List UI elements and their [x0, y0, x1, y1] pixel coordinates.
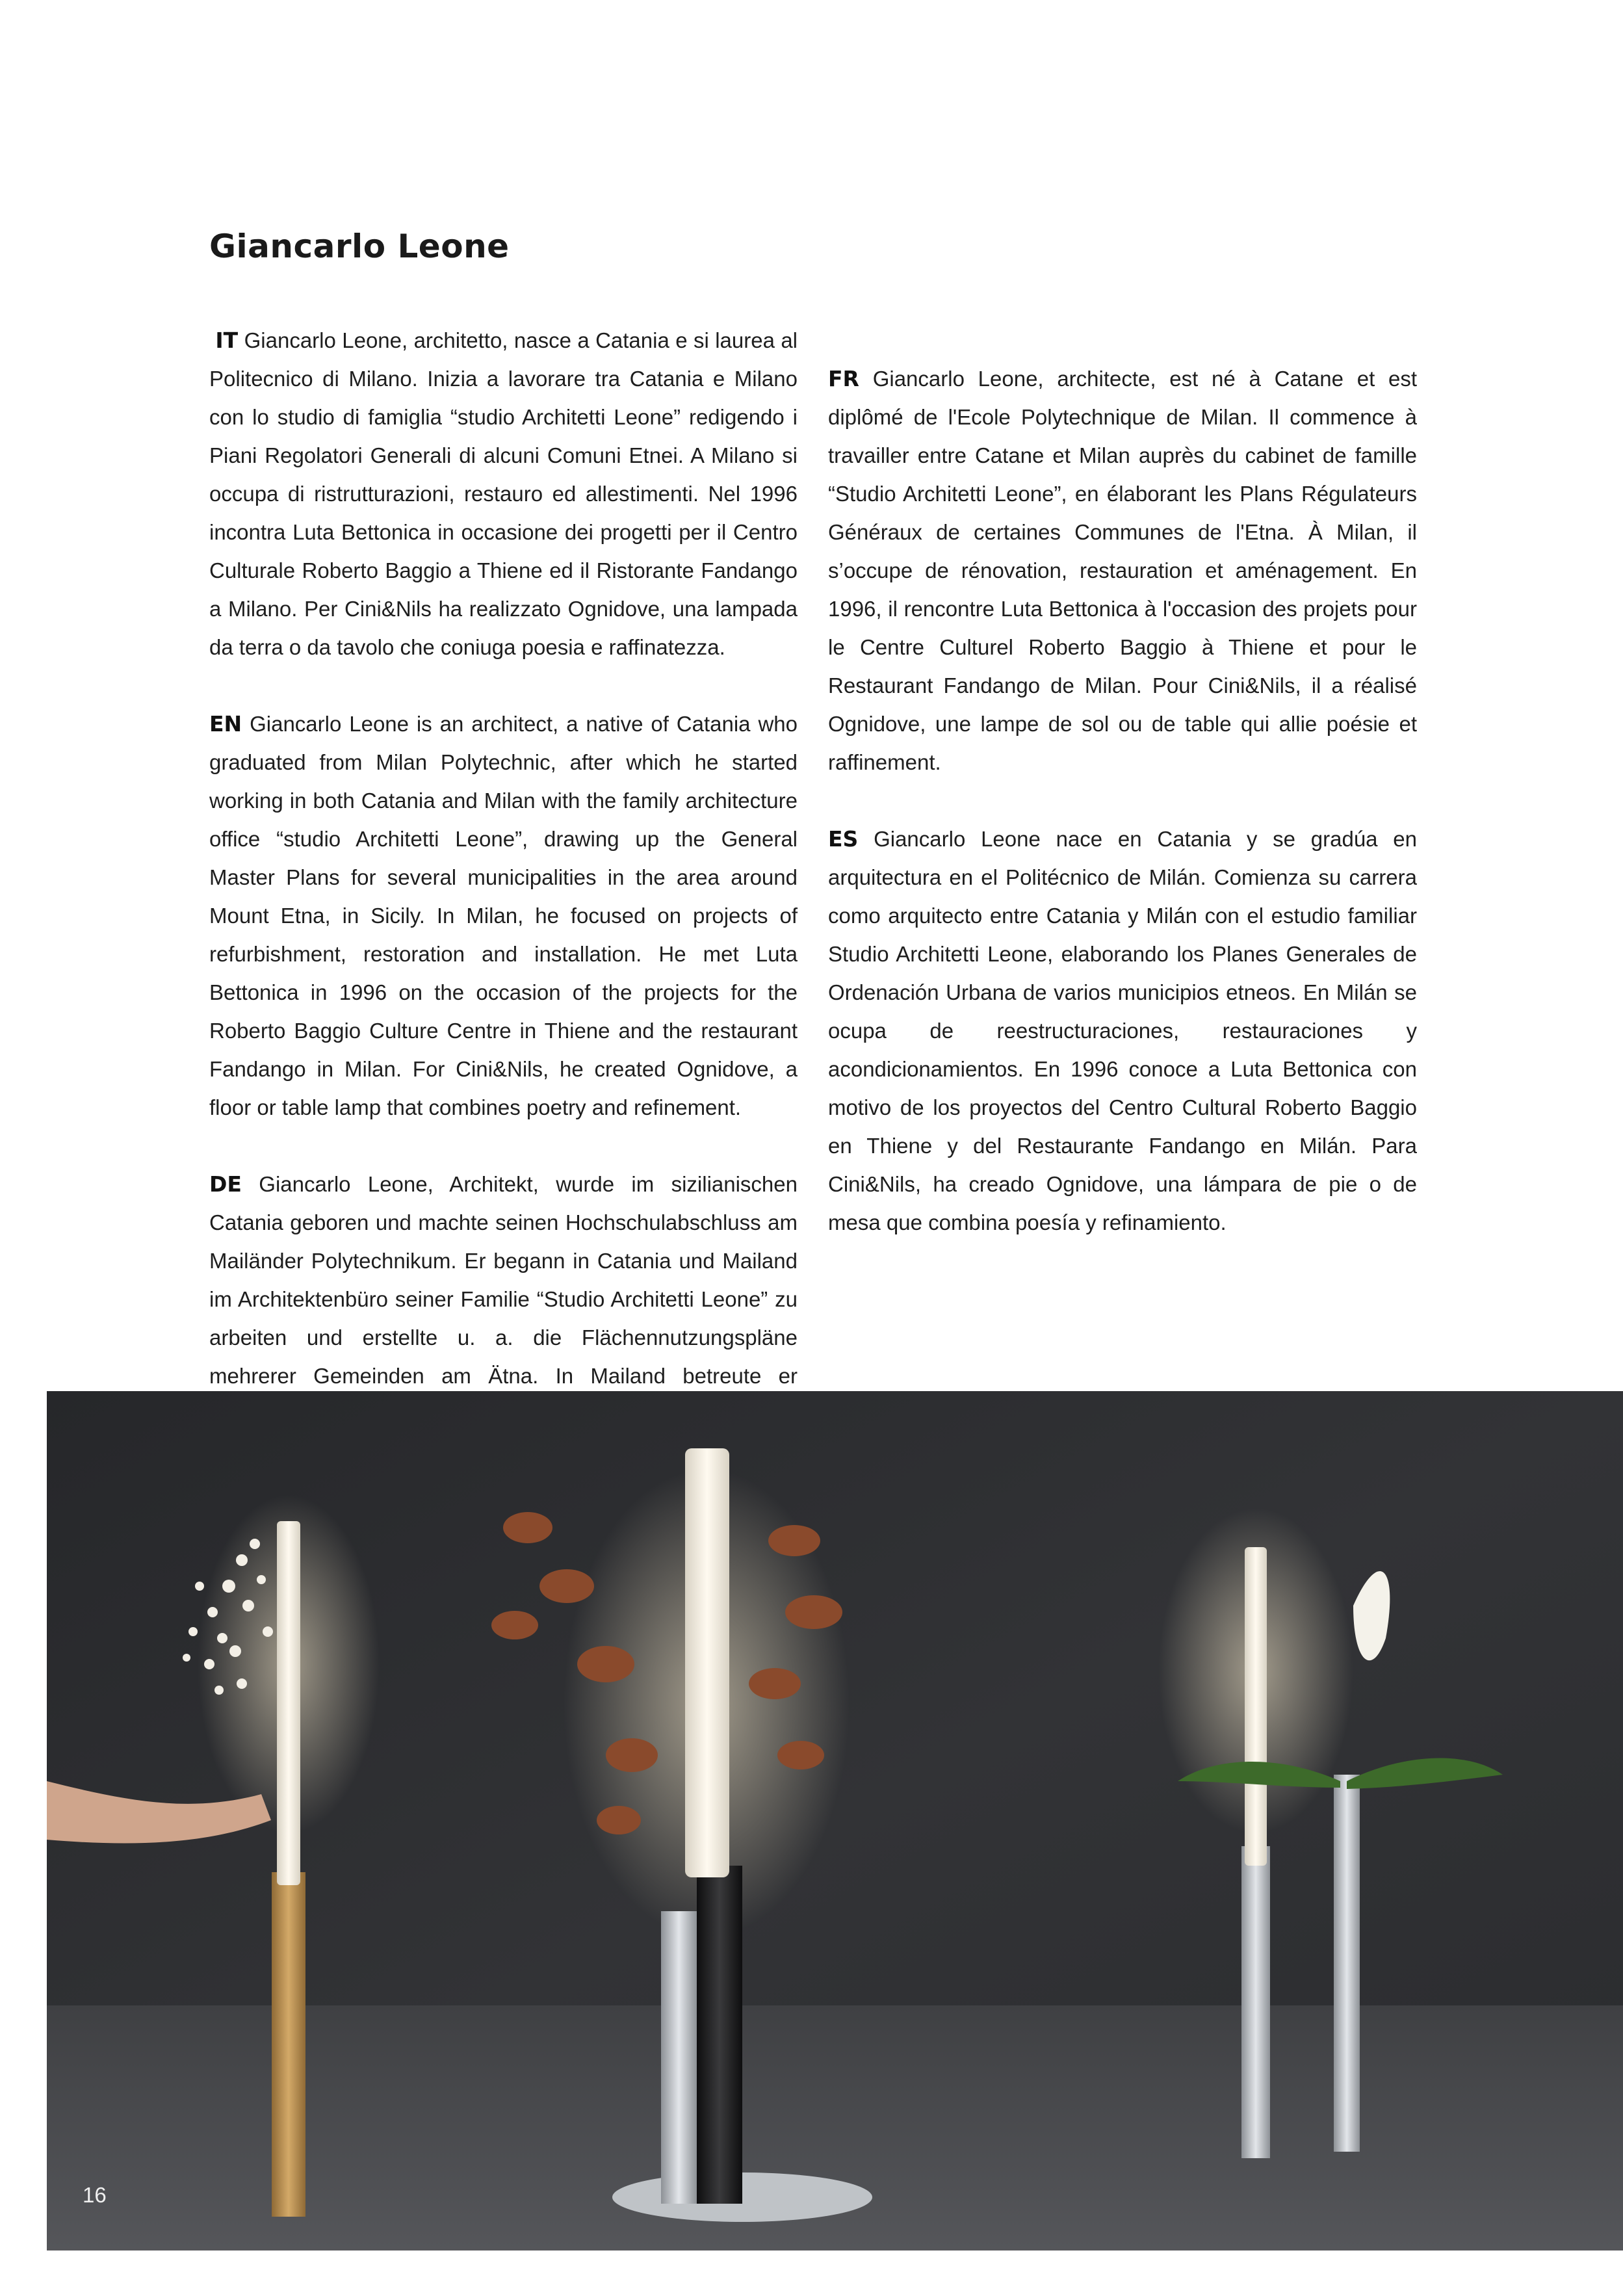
text-column-right	[828, 321, 1417, 1280]
lang-tag-fr: FR	[828, 366, 859, 391]
lang-tag-es: ES	[828, 826, 859, 852]
lang-tag-de: DE	[209, 1171, 242, 1197]
page-number: 16	[83, 2183, 107, 2207]
section-es	[828, 820, 1417, 1242]
section-es-text: Giancarlo Leone nace en Catania y se gradúa en arquitectura en el Politécnico de Milán. Comienza su carrera como arquitecto entre Catania y Milán con el estudio familiar Studio Architetti Leone, elaborando los Planes Generales de Ordenación Urbana de varios municipios etneos. En Milán se ocupa de reestructuraciones, restauraciones y acondicionamientos. En 1996 conoce a Luta Bettonica con motivo de los proyectos del Centro Cultural Roberto Baggio en Thiene y del Restaurante Fandango en Milán. Para Cini&Nils, ha creado Ognidove, una lámpara de pie o de mesa que combina poesía y refinamiento.	[828, 827, 1417, 1234]
product-photo-ognidove-lamps	[47, 1391, 1623, 2250]
section-en	[209, 705, 798, 1127]
section-fr	[828, 359, 1417, 781]
lang-tag-en: EN	[209, 711, 242, 737]
section-it-text: Giancarlo Leone, architetto, nasce a Catania e si laurea al Politecnico di Milano. Inizia a lavorare tra Catania e Milano con lo studio di famiglia “studio Architetti Leone” redigendo i Piani Regolatori Generali di alcuni Comuni Etnei. A Milano si occupa di ristrutturazioni, restauro ed allestimenti. Nel 1996 incontra Luta Bettonica in occasione dei progetti per il Centro Culturale Roberto Baggio a Thiene ed il Ristorante Fandango a Milano. Per Cini&Nils ha realizzato Ognidove, una lampada da terra o da tavolo che coniuga poesia e raffinatezza.	[209, 328, 798, 659]
section-en-text: Giancarlo Leone is an architect, a native of Catania who graduated from Milan Polytechnic, after which he started working in both Catania and Milan with the family architecture office “studio Architetti Leone”, drawing up the General Master Plans for several municipalities in the area around Mount Etna, in Sicily. In Milan, he focused on projects of refurbishment, restoration and installation. He met Luta Bettonica in 1996 on the occasion of the projects for the Roberto Baggio Culture Centre in Thiene and the restaurant Fandango in Milan. For Cini&Nils, he created Ognidove, a floor or table lamp that combines poetry and refinement.	[209, 712, 798, 1119]
section-de-text: Giancarlo Leone, Architekt, wurde im sizilianischen Catania geboren und machte seinen Hochschulabschluss am Mailänder Polytechnikum. Er begann in Catania und Mailand im Architektenbüro seiner Familie “Studio Architetti Leone” zu arbeiten und erstellte u. a. die Flächennutzungspläne mehrerer Gemeinden am Ätna. In Mailand betreute er	[209, 1172, 798, 1388]
lang-tag-it: IT	[215, 328, 239, 353]
page-title: Giancarlo Leone	[209, 228, 510, 265]
lamps-illustration	[47, 1391, 1623, 2250]
section-it	[209, 321, 798, 666]
section-fr-text: Giancarlo Leone, architecte, est né à Catane et est diplômé de l'Ecole Polytechnique de Milan. Il commence à travailler entre Catane et Milan auprès du cabinet de famille “Studio Architetti Leone”, en élaborant les Plans Régulateurs Généraux de certaines Communes de l'Etna. À Milan, il s’occupe de rénovation, restauration et aménagement. En 1996, il rencontre Luta Bettonica à l'occasion des projets pour le Centre Culturel Roberto Baggio à Thiene et pour le Restaurant Fandango de Milan. Pour Cini&Nils, il a réalisé Ognidove, une lampe de sol ou de table qui allie poésie et raffinement.	[828, 367, 1417, 774]
